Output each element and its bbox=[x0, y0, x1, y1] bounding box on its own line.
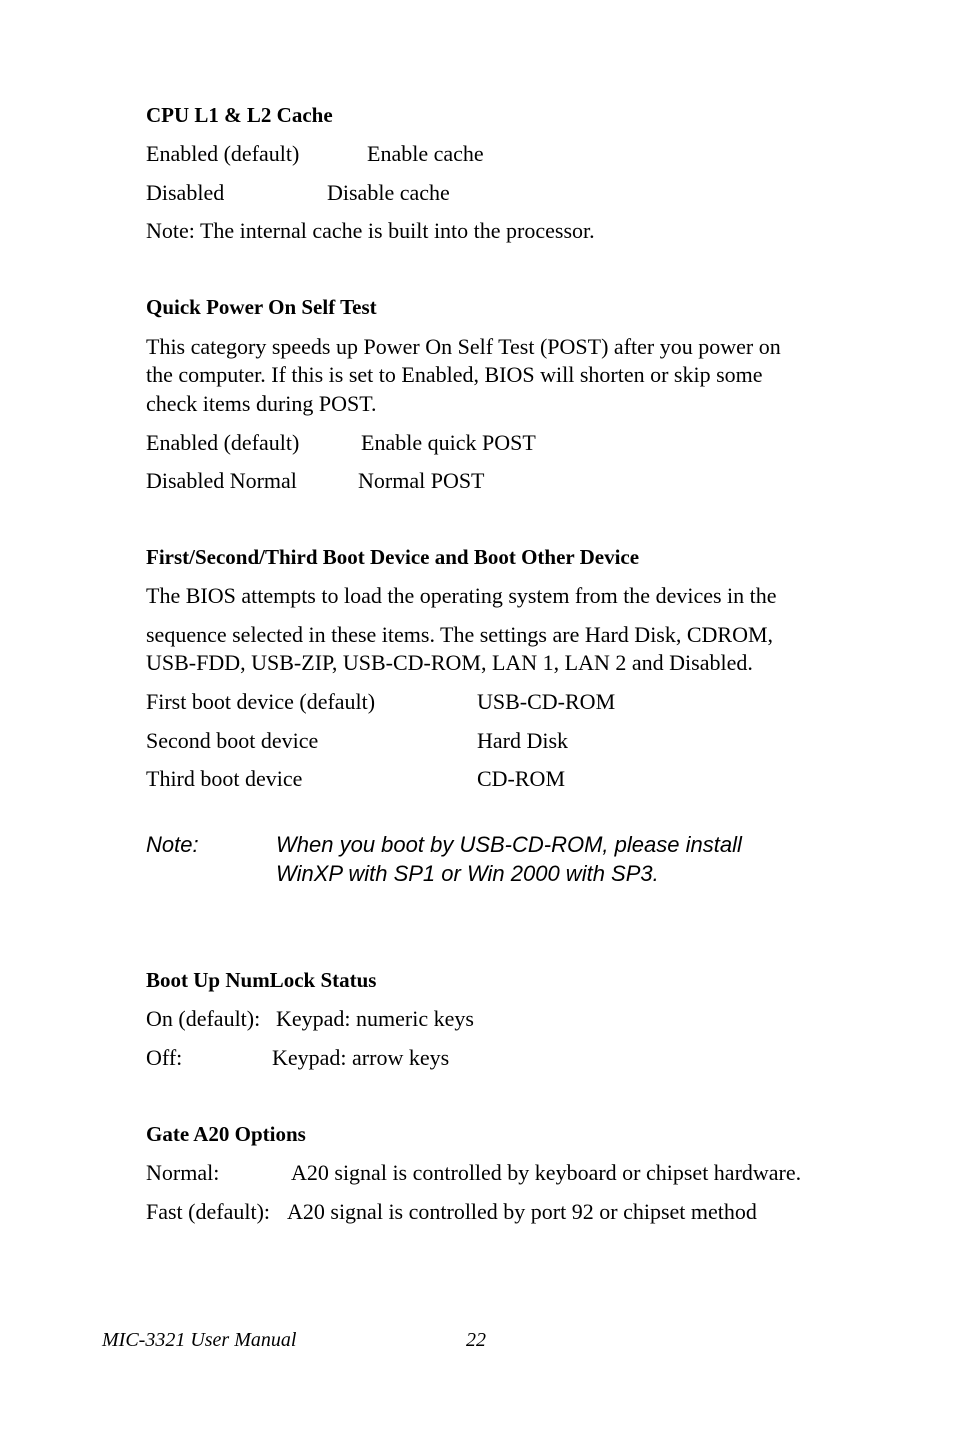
paragraph-line: USB-FDD, USB-ZIP, USB-CD-ROM, LAN 1, LAN 2 and Disabled. bbox=[146, 650, 753, 675]
option-label: Disabled bbox=[146, 180, 225, 205]
option-label: Third boot device bbox=[146, 766, 303, 791]
option-description: Keypad: numeric keys bbox=[276, 1006, 474, 1031]
paragraph-line: The BIOS attempts to load the operating system from the devices in the bbox=[146, 583, 777, 608]
option-description: A20 signal is controlled by port 92 or chipset method bbox=[287, 1199, 757, 1224]
paragraph-line: sequence selected in these items. The settings are Hard Disk, CDROM, bbox=[146, 622, 774, 647]
option-label: Normal: bbox=[146, 1160, 220, 1185]
note-line: WinXP with SP1 or Win 2000 with SP3. bbox=[276, 861, 659, 886]
option-description: USB-CD-ROM bbox=[477, 689, 616, 714]
section-title-quick-post: Quick Power On Self Test bbox=[146, 295, 377, 319]
section-title-numlock: Boot Up NumLock Status bbox=[146, 968, 377, 992]
option-description: Enable cache bbox=[367, 141, 484, 166]
section-title-cpu-cache: CPU L1 & L2 Cache bbox=[146, 103, 333, 127]
note-line: When you boot by USB-CD-ROM, please install bbox=[276, 832, 742, 857]
option-label: First boot device (default) bbox=[146, 689, 376, 714]
option-description: CD-ROM bbox=[477, 766, 566, 791]
option-description: A20 signal is controlled by keyboard or chipset hardware. bbox=[291, 1160, 802, 1185]
option-description: Keypad: arrow keys bbox=[272, 1045, 450, 1070]
option-label: Enabled (default) bbox=[146, 141, 300, 166]
paragraph-line: check items during POST. bbox=[146, 391, 377, 416]
option-description: Enable quick POST bbox=[361, 430, 536, 455]
section-title-boot-device: First/Second/Third Boot Device and Boot Other Device bbox=[146, 545, 640, 569]
page-number: 22 bbox=[466, 1329, 486, 1351]
option-label: On (default): bbox=[146, 1006, 261, 1031]
option-label: Disabled Normal bbox=[146, 468, 297, 493]
option-description: Disable cache bbox=[327, 180, 450, 205]
paragraph-line: This category speeds up Power On Self Test (POST) after you power on bbox=[146, 334, 781, 359]
section-title-gate-a20: Gate A20 Options bbox=[146, 1122, 306, 1146]
note-label: Note: bbox=[146, 832, 199, 857]
footer-manual-title: MIC-3321 User Manual bbox=[102, 1329, 297, 1351]
cache-note: Note: The internal cache is built into the processor. bbox=[146, 218, 595, 243]
option-description: Hard Disk bbox=[477, 728, 569, 753]
option-label: Enabled (default) bbox=[146, 430, 300, 455]
paragraph-line: the computer. If this is set to Enabled, BIOS will shorten or skip some bbox=[146, 362, 763, 387]
option-label: Off: bbox=[146, 1045, 183, 1070]
option-label: Fast (default): bbox=[146, 1199, 271, 1224]
option-label: Second boot device bbox=[146, 728, 319, 753]
option-description: Normal POST bbox=[358, 468, 485, 493]
